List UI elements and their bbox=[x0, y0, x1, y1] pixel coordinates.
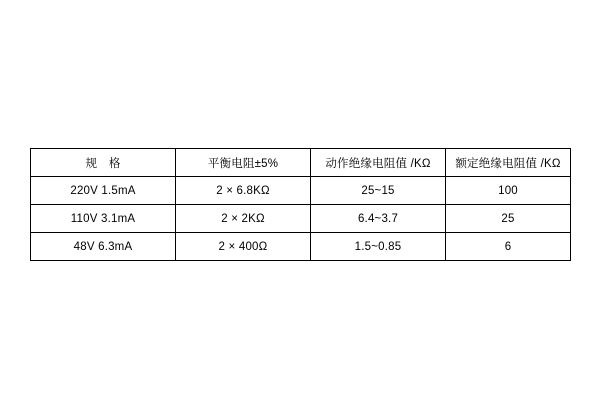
table-row bbox=[31, 233, 571, 261]
cell-action-insulation-resistance: 25~15 bbox=[311, 177, 446, 205]
cell-balance-resistance: 2 × 2KΩ bbox=[176, 205, 311, 233]
column-header-rated-insulation-resistance: 额定绝缘电阻值 /KΩ bbox=[446, 149, 571, 177]
cell-balance-resistance: 2 × 400Ω bbox=[176, 233, 311, 261]
cell-rated-insulation-resistance: 6 bbox=[446, 233, 571, 261]
cell-rated-insulation-resistance: 100 bbox=[446, 177, 571, 205]
cell-rated-insulation-resistance: 25 bbox=[446, 205, 571, 233]
column-header-action-insulation-resistance: 动作绝缘电阻值 /KΩ bbox=[311, 149, 446, 177]
table-row bbox=[31, 205, 571, 233]
cell-balance-resistance: 2 × 6.8KΩ bbox=[176, 177, 311, 205]
column-header-balance-resistance: 平衡电阻±5% bbox=[176, 149, 311, 177]
table-header-row bbox=[31, 149, 571, 177]
cell-action-insulation-resistance: 6.4~3.7 bbox=[311, 205, 446, 233]
cell-action-insulation-resistance: 1.5~0.85 bbox=[311, 233, 446, 261]
relay-specification-table bbox=[30, 148, 571, 261]
table-row bbox=[31, 177, 571, 205]
cell-spec: 48V 6.3mA bbox=[31, 233, 176, 261]
column-header-spec: 规 格 bbox=[31, 149, 176, 177]
cell-spec: 110V 3.1mA bbox=[31, 205, 176, 233]
cell-spec: 220V 1.5mA bbox=[31, 177, 176, 205]
